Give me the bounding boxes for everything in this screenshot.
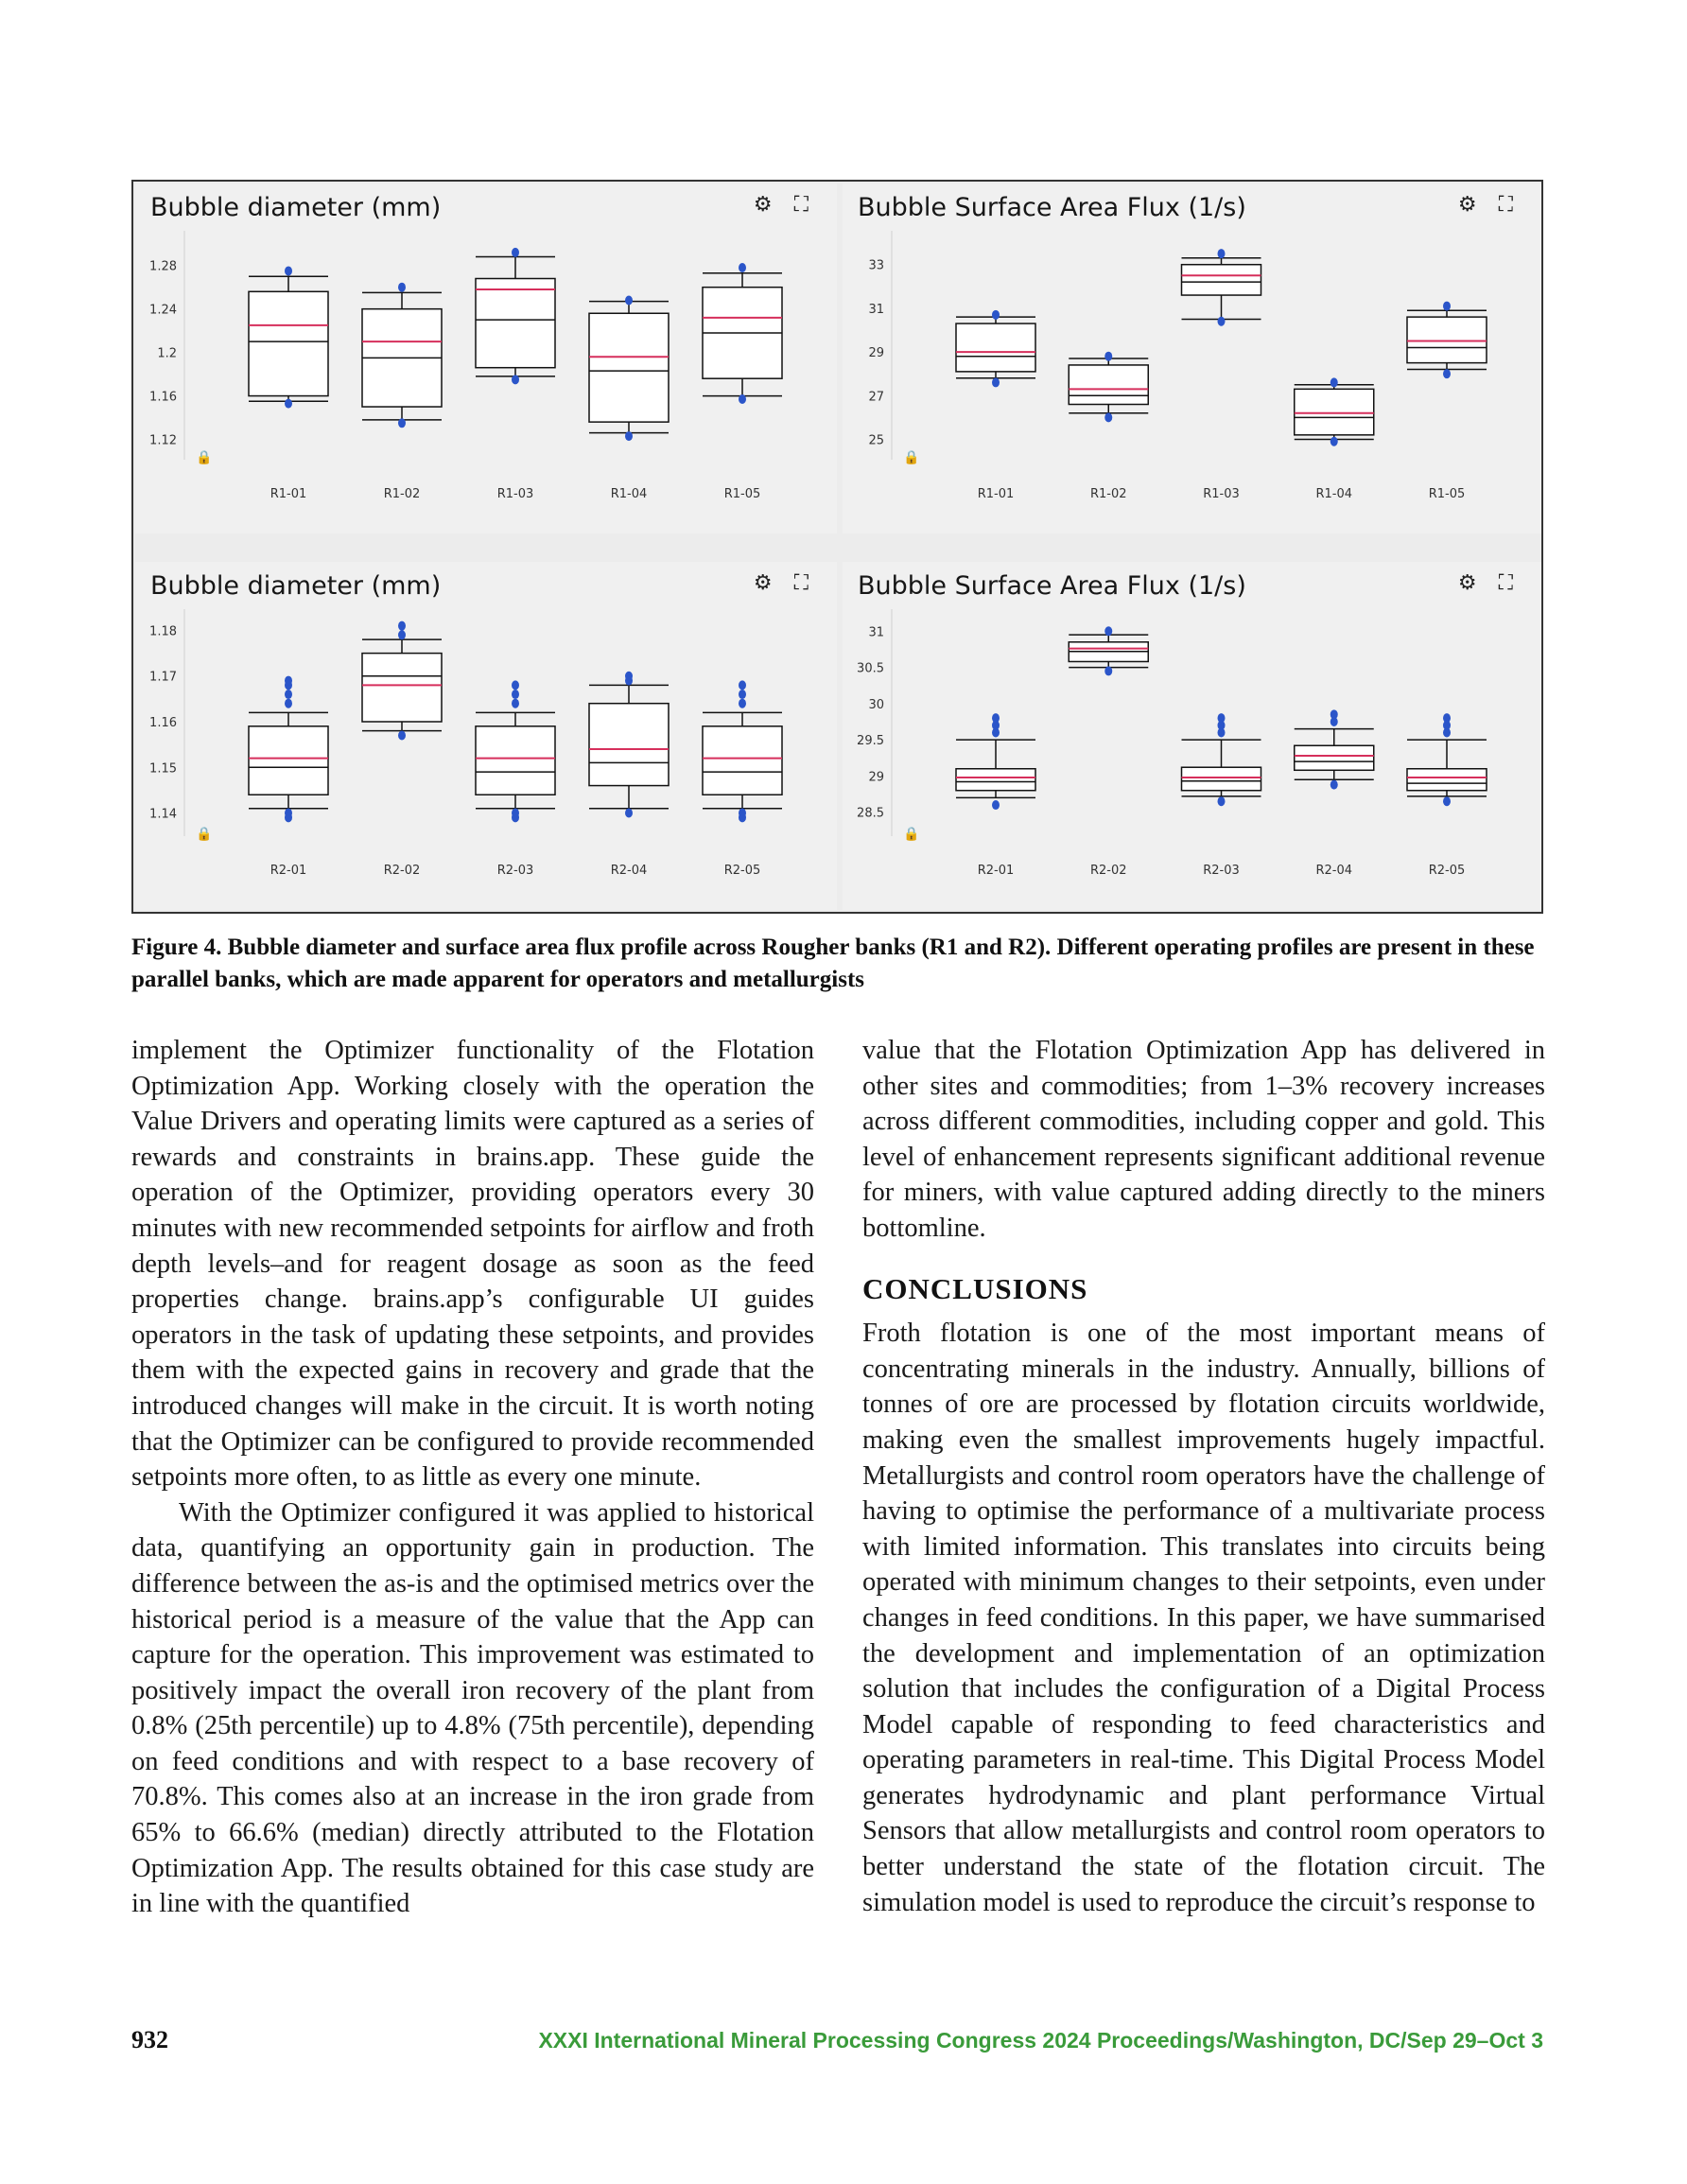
paragraph: With the Optimizer configured it was applied to historical data, quantifying an opportunity gain in production. The difference between the as-is and the optimised metrics over the historical period is a measure of the value that the App can capture for the operation. This improvement was estimated to positively impact the overall iron recovery of the plant from 0.8% (25th percentile) up to 4.8% (75th percentile), depending on feed conditions and with respect to a base recovery of 70.8%. This comes also at an increase in the iron grade from 65% to 66.6% (median) directly attributed to the Flotation Optimization App. The results obtained for this case study are in line with the quantified — [131, 1497, 814, 1919]
y-tick-label: 1.14 — [149, 807, 177, 822]
paragraph: implement the Optimizer functionality of the Flotation Optimization App. Working closely with the operation the Value Drivers and operating limits were captured as a series of rewards and constraints in brains.app. These guide the operation of the Optimizer, providing operators every 30 minutes with new recommended setpoints for airflow and froth depth levels–and for reagent dosage as soon as the feed properties change. brains.app’s configurable UI guides operators in the task of updating these setpoints, and provides them with the expected gains in recovery and grade that the introduced changes will make in the circuit. It is worth noting that the Optimizer can be configured to provide recommended setpoints more often, to as little as every one minute. — [131, 1036, 814, 1493]
iqr-box — [589, 704, 669, 786]
page-number: 932 — [131, 2026, 168, 2053]
outlier-point — [1443, 796, 1451, 806]
outlier-point — [1330, 437, 1338, 446]
left-column — [131, 1033, 814, 1922]
x-tick-label: R2-02 — [1089, 864, 1127, 878]
outlier-point — [512, 690, 519, 699]
x-tick-label: R2-05 — [1428, 864, 1466, 878]
outlier-point — [398, 621, 406, 631]
y-tick-label: 30 — [868, 697, 884, 712]
box-r1-04 — [1295, 377, 1374, 446]
panel-title: Bubble diameter (mm) — [150, 571, 442, 601]
outlier-point — [285, 676, 292, 686]
outlier-point — [992, 800, 1000, 810]
outlier-point — [285, 399, 292, 409]
y-tick-label: 30.5 — [857, 661, 884, 676]
box-r2-02 — [1069, 626, 1148, 675]
box-r2-03 — [1182, 713, 1261, 806]
box-r1-01 — [956, 310, 1035, 388]
outlier-point — [739, 680, 746, 690]
box-r1-02 — [1069, 352, 1148, 423]
outlier-point — [1330, 780, 1338, 790]
box-r1-03 — [1182, 249, 1261, 326]
figure-4 — [131, 180, 1543, 914]
y-tick-label: 1.28 — [149, 259, 177, 274]
settings-expand-icons[interactable]: ⚙ ⛶ — [1457, 193, 1521, 217]
y-tick-label: 1.16 — [149, 716, 177, 730]
x-tick-label: R1-01 — [270, 487, 307, 501]
x-tick-label: R1-02 — [383, 487, 421, 501]
box-r1-05 — [703, 263, 782, 404]
outlier-point — [512, 699, 519, 708]
iqr-box — [1295, 745, 1374, 770]
iqr-box — [956, 323, 1035, 372]
outlier-point — [739, 263, 746, 272]
box-r1-01 — [249, 266, 328, 408]
outlier-point — [512, 248, 519, 257]
lock-icon: 🔒 — [196, 827, 213, 842]
box-plot-svg — [135, 562, 837, 910]
outlier-point — [1104, 352, 1112, 361]
panel-title: Bubble Surface Area Flux (1/s) — [858, 571, 1246, 601]
outlier-point — [1218, 713, 1226, 723]
y-tick-label: 1.15 — [149, 761, 177, 777]
outlier-point — [992, 310, 1000, 320]
y-tick-label: 29 — [868, 770, 884, 785]
settings-expand-icons[interactable]: ⚙ ⛶ — [1457, 571, 1521, 595]
x-tick-label: R1-03 — [496, 487, 534, 501]
y-tick-label: 1.24 — [149, 303, 177, 318]
chart-panel-r2-diameter — [135, 562, 837, 910]
outlier-point — [398, 630, 406, 639]
panel-title: Bubble diameter (mm) — [150, 193, 442, 222]
outlier-point — [739, 690, 746, 699]
outlier-point — [1104, 626, 1112, 636]
right-column — [862, 1033, 1545, 1920]
chart-panel-r1-diameter — [135, 183, 837, 533]
paragraph: Froth flotation is one of the most important means of concentrating minerals in the industry. Annually, billions of tonnes of ore are processed by flotation circuits worldwide, making even the smallest improvements hugely impactful. Metallurgists and control room operators have the challenge of having to optimise the performance of a multivariate process with limited information. This translates into circuits being operated with minimum changes to their setpoints, even under changes in feed conditions. In this paper, we have summarised the development and implementation of an optimization solution that includes the configuration of a Digital Process Model capable of responding to feed characteristics and operating parameters in real-time. This Digital Process Model generates hydrodynamic and plant performance Virtual Sensors that allow metallurgists and control room operators to better understand the state of the flotation circuit. The simulation model is used to reproduce the circuit’s response to — [862, 1319, 1545, 1917]
outlier-point — [398, 283, 406, 292]
y-tick-label: 29.5 — [857, 734, 884, 749]
outlier-point — [285, 699, 292, 708]
outlier-point — [1443, 713, 1451, 723]
y-tick-label: 33 — [868, 258, 884, 273]
outlier-point — [1443, 369, 1451, 378]
box-r2-05 — [1407, 713, 1487, 806]
iqr-box — [476, 726, 555, 795]
iqr-box — [1182, 265, 1261, 295]
outlier-point — [739, 394, 746, 404]
paragraph: value that the Flotation Optimization App has delivered in other sites and commodities; from 1–3% recovery increases across different commodities, including copper and gold. This level of enhancement represents significant additional revenue for miners, with value captured adding directly to the miners bottomline. — [862, 1036, 1545, 1243]
box-r2-01 — [249, 676, 328, 823]
y-tick-label: 1.16 — [149, 390, 177, 405]
iqr-box — [1407, 769, 1487, 791]
chart-panel-r2-flux — [843, 562, 1541, 910]
x-tick-label: R2-01 — [977, 864, 1015, 878]
lock-icon: 🔒 — [196, 450, 213, 465]
y-tick-label: 29 — [868, 346, 884, 361]
outlier-point — [992, 713, 1000, 723]
outlier-point — [398, 418, 406, 428]
chart-panel-r1-flux — [843, 183, 1541, 533]
iqr-box — [1407, 317, 1487, 362]
outlier-point — [625, 295, 633, 305]
y-tick-label: 31 — [868, 625, 884, 640]
x-tick-label: R1-02 — [1089, 487, 1127, 501]
x-tick-label: R2-02 — [383, 864, 421, 878]
box-plot-svg — [135, 183, 837, 533]
y-tick-label: 25 — [868, 433, 884, 448]
iqr-box — [956, 769, 1035, 791]
x-tick-label: R2-01 — [270, 864, 307, 878]
outlier-point — [1330, 709, 1338, 719]
x-tick-label: R1-01 — [977, 487, 1015, 501]
outlier-point — [512, 680, 519, 690]
x-tick-label: R2-03 — [496, 864, 534, 878]
x-tick-label: R2-04 — [1315, 864, 1353, 878]
y-tick-label: 31 — [868, 302, 884, 317]
section-heading: CONCLUSIONS — [862, 1271, 1088, 1305]
outlier-point — [398, 730, 406, 740]
box-r2-03 — [476, 680, 555, 822]
outlier-point — [1104, 412, 1112, 422]
outlier-point — [1218, 796, 1226, 806]
outlier-point — [1104, 666, 1112, 675]
outlier-point — [625, 672, 633, 681]
outlier-point — [512, 812, 519, 822]
outlier-point — [739, 699, 746, 708]
box-r2-01 — [956, 713, 1035, 810]
box-r2-05 — [703, 680, 782, 822]
settings-expand-icons[interactable]: ⚙ ⛶ — [753, 193, 816, 217]
lock-icon: 🔒 — [903, 827, 920, 842]
iqr-box — [703, 726, 782, 795]
outlier-point — [1218, 249, 1226, 258]
x-tick-label: R2-05 — [723, 864, 761, 878]
x-tick-label: R1-04 — [1315, 487, 1353, 501]
box-r1-04 — [589, 295, 669, 441]
box-r2-04 — [589, 672, 669, 818]
iqr-box — [1069, 365, 1148, 405]
outlier-point — [739, 812, 746, 822]
outlier-point — [285, 266, 292, 275]
outlier-point — [285, 690, 292, 699]
box-r2-02 — [362, 621, 442, 741]
iqr-box — [249, 291, 328, 395]
y-tick-label: 27 — [868, 390, 884, 405]
box-r1-02 — [362, 283, 442, 428]
iqr-box — [1295, 389, 1374, 434]
box-r1-03 — [476, 248, 555, 384]
y-tick-label: 1.17 — [149, 670, 177, 685]
y-tick-label: 1.18 — [149, 624, 177, 639]
outlier-point — [625, 431, 633, 441]
outlier-point — [1218, 317, 1226, 326]
outlier-point — [625, 809, 633, 818]
outlier-point — [992, 377, 1000, 387]
x-tick-label: R1-05 — [723, 487, 761, 501]
y-tick-label: 1.12 — [149, 433, 177, 448]
iqr-box — [1182, 767, 1261, 790]
x-tick-label: R1-05 — [1428, 487, 1466, 501]
outlier-point — [1330, 377, 1338, 387]
iqr-box — [476, 279, 555, 368]
x-tick-label: R1-03 — [1203, 487, 1240, 501]
iqr-box — [589, 313, 669, 422]
panel-title: Bubble Surface Area Flux (1/s) — [858, 193, 1246, 222]
iqr-box — [249, 726, 328, 795]
lock-icon: 🔒 — [903, 450, 920, 465]
box-r2-04 — [1295, 709, 1374, 789]
box-r1-05 — [1407, 302, 1487, 379]
box-plot-svg — [843, 183, 1541, 533]
iqr-box — [362, 654, 442, 722]
box-plot-svg — [843, 562, 1541, 910]
running-footer: XXXI International Mineral Processing Congress 2024 Proceedings/Washington, DC/Sep 29–Oct 3 — [538, 2028, 1543, 2053]
outlier-point — [1443, 302, 1451, 311]
figure-caption: Figure 4. Bubble diameter and surface area flux profile across Rougher banks (R1 and R2). Different operating profiles are present in these parallel banks, which are made apparent for operators and metallurgists — [131, 935, 1535, 992]
x-tick-label: R2-03 — [1203, 864, 1240, 878]
settings-expand-icons[interactable]: ⚙ ⛶ — [753, 571, 816, 595]
x-tick-label: R2-04 — [610, 864, 648, 878]
outlier-point — [512, 375, 519, 384]
x-tick-label: R1-04 — [610, 487, 648, 501]
y-tick-label: 1.2 — [157, 346, 177, 361]
outlier-point — [285, 812, 292, 822]
y-tick-label: 28.5 — [857, 806, 884, 821]
